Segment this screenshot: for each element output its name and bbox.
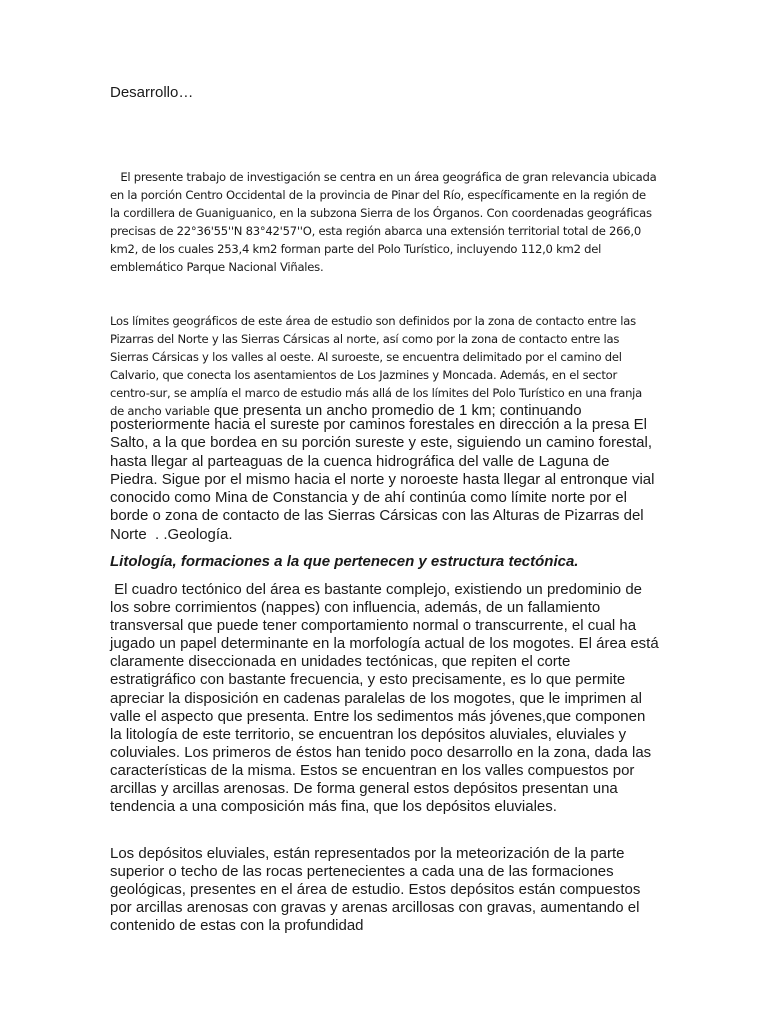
section-heading: Desarrollo… — [110, 84, 194, 101]
eluvial-deposits-paragraph: Los depósitos eluviales, están representados por la meteorización de la parte superior o techo de las rocas pertenecientes a cada una de las formaciones geológicas, presentes en el área de estudio. Estos depósitos están compuestos por arcillas arenosas con gravas y arenas arcillosas con gravas, aumentando el contenido de estas con la profundidad — [110, 845, 641, 935]
intro-paragraph: El presente trabajo de investigación se centra en un área geográfica de gran relevancia ubicada en la porción Centro Occidental de la provincia de Pinar del Río, específicamente en la región de la cordillera de Guaniguanico, en la subzona Sierra de los Órganos. Con coordenadas geográficas precisas de 22°36'55''N 83°42'57''O, esta región abarca una extensión territorial total de 266,0 km2, de los cuales 253,4 km2 forman parte del Polo Turístico, incluyendo 112,0 km2 del emblemático Parque Nacional Viñales. — [110, 170, 660, 274]
boundaries-paragraph-continued: posteriormente hacia el sureste por caminos forestales en dirección a la presa El Salto, a la que bordea en su porción sureste y este, siguiendo un camino forestal, hasta llegar al parteaguas de la cuenca hidrográfica del valle de Laguna de Piedra. Sigue por el mismo hacia el norte y noroeste hasta llegar al entronque vial conocido como Mina de Constancia y de ahí continúa como límite norte por el borde o zona de contacto de las Sierras Cársicas con las Alturas de Pizarras del Norte . .Geología. — [110, 416, 659, 543]
boundaries-paragraph-text: Los límites geográficos de este área de estudio son definidos por la zona de contacto entre las Pizarras del Norte y las Sierras Cársicas al norte, así como por la zona de contacto entre las Sierras Cársicas y los valles al oeste. Al suroeste, se encuentra delimitado por el camino del Calvario, que conecta los asentamientos de Los Jazmines y Moncada. Además, en el sector centro-sur, se amplía el marco de estudio más allá de los límites del Polo Turístico en una franja de ancho variable — [110, 314, 642, 418]
lithology-subheading: Litología, formaciones a la que pertenecen y estructura tectónica. — [110, 553, 579, 570]
boundaries-paragraph-tail: que presenta un ancho promedio de 1 km; continuando — [209, 402, 582, 419]
tectonics-paragraph: El cuadro tectónico del área es bastante complejo, existiendo un predominio de los sobre corrimientos (nappes) con influencia, además, de un fallamiento transversal que puede tener comportamiento normal o transcurrente, el cual ha jugado un papel determinante en la morfología actual de los mogotes. El área está claramente diseccionada en unidades tectónicas, que repiten el corte estratigráfico con bastante frecuencia, y esto precisamente, es lo que permite apreciar la disposición en cadenas paralelas de los mogotes, que le imprimen al valle el aspecto que presenta. Entre los sedimentos más jóvenes,que componen la litología de este territorio, se encuentran los depósitos aluviales, eluviales y coluviales. Los primeros de éstos han tenido poco desarrollo en la zona, dada las características de la misma. Estos se encuentran en los valles compuestos por arcillas y arcillas arenosas. De forma general estos depósitos presentan una tendencia a una composición más fina, que los depósitos eluviales. — [110, 581, 663, 816]
boundaries-paragraph — [110, 312, 658, 420]
